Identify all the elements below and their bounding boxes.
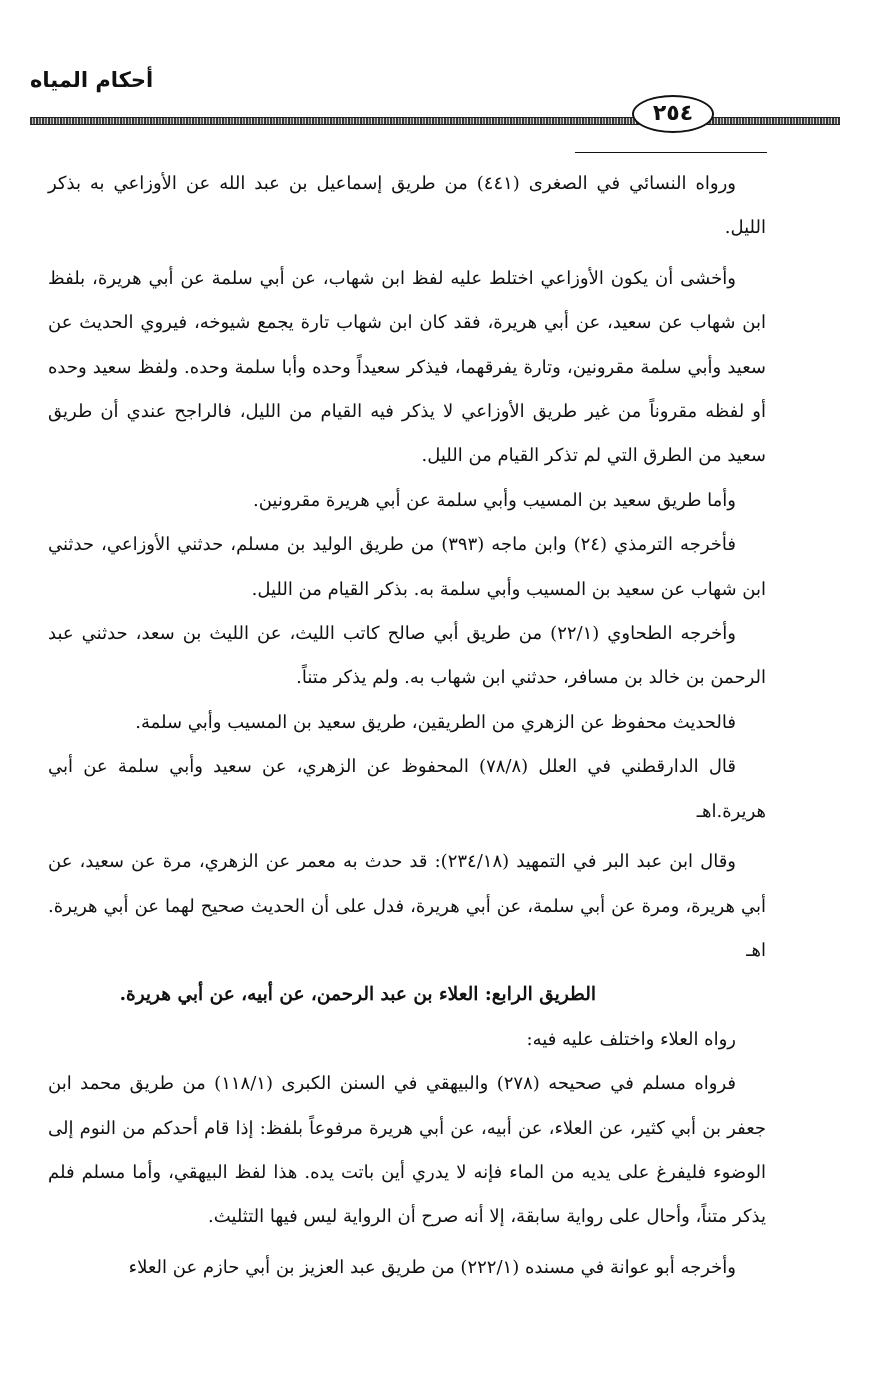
page-number: ٢٥٤	[632, 95, 714, 133]
paragraph-2: وأخشى أن يكون الأوزاعي اختلط عليه لفظ ابن شهاب، عن أبي سلمة عن أبي هريرة، بلفظ ابن شهاب عن سعيد، عن أبي هريرة، فقد كان ابن شهاب تارة يجمع شيوخه، فيروي الحديث عن سعيد وأبي سلمة مقرونين، وتارة يفرقهما، فيذكر سعيداً وحده وأبا سلمة وحده. ولفظ سعيد وحده أو لفظه مقروناً من غير طريق الأوزاعي لا يذكر فيه القيام من الليل، فالراجح عندي أن طريق سعيد من الطرق التي لم تذكر القيام من الليل.	[48, 267, 766, 467]
paragraph-3: وأما طريق سعيد بن المسيب وأبي سلمة عن أبي هريرة مقرونين.	[252, 489, 736, 511]
paragraph-1: ورواه النسائي في الصغرى (٤٤١) من طريق إسماعيل بن عبد الله عن الأوزاعي به بذكر الليل.	[48, 173, 766, 239]
paragraph-5: وأخرجه الطحاوي (٢٢/١) من طريق أبي صالح كاتب الليث، عن الليث بن سعد، حدثني عبد الرحمن بن خالد بن مسافر، حدثني ابن شهاب به. ولم يذكر متناً.	[48, 623, 766, 689]
section-heading: الطريق الرابع: العلاء بن عبد الرحمن، عن أبيه، عن أبي هريرة.	[119, 984, 596, 1006]
header-rule-left	[30, 117, 642, 125]
paragraph-10: رواه العلاء واختلف عليه فيه:	[526, 1028, 736, 1050]
running-title: أحكام المياه	[30, 68, 154, 92]
header-rule-right	[700, 117, 840, 125]
paragraph-6: فالحديث محفوظ عن الزهري من الطريقين، طريق سعيد بن المسيب وأبي سلمة.	[135, 711, 736, 733]
paragraph-4: فأخرجه الترمذي (٢٤) وابن ماجه (٣٩٣) من طريق الوليد بن مسلم، حدثني الأوزاعي، حدثني ابن شهاب عن سعيد بن المسيب وأبي سلمة به. بذكر القيام من الليل.	[48, 534, 766, 600]
paragraph-12: وأخرجه أبو عوانة في مسنده (٢٢٢/١) من طريق عبد العزيز بن أبي حازم عن العلاء	[128, 1256, 736, 1278]
paragraph-11: فرواه مسلم في صحيحه (٢٧٨) والبيهقي في السنن الكبرى (١١٨/١) من طريق محمد ابن جعفر بن أبي كثير، عن العلاء، عن أبيه، عن أبي هريرة مرفوعاً بلفظ: إذا قام أحدكم من النوم إلى الوضوء فليفرغ على يديه من الماء فإنه لا يدري أين باتت يده. هذا لفظ البيهقي، وأما مسلم فلم يذكر متناً، وأحال على رواية سابقة، إلا أنه صرح أن الرواية ليس فيها التثليث.	[48, 1073, 767, 1228]
separator-rule	[575, 152, 767, 153]
body-text	[48, 162, 766, 1290]
paragraph-7: قال الدارقطني في العلل (٧٨/٨) المحفوظ عن الزهري، عن سعيد وأبي سلمة عن أبي هريرة.اهـ	[48, 756, 766, 822]
paragraph-8: وقال ابن عبد البر في التمهيد (٢٣٤/١٨): قد حدث به معمر عن الزهري، مرة عن سعيد، عن أبي هريرة، ومرة عن أبي سلمة، عن أبي هريرة، فدل على أن الحديث صحيح لهما عن أبي هريرة. اهـ	[48, 851, 766, 961]
